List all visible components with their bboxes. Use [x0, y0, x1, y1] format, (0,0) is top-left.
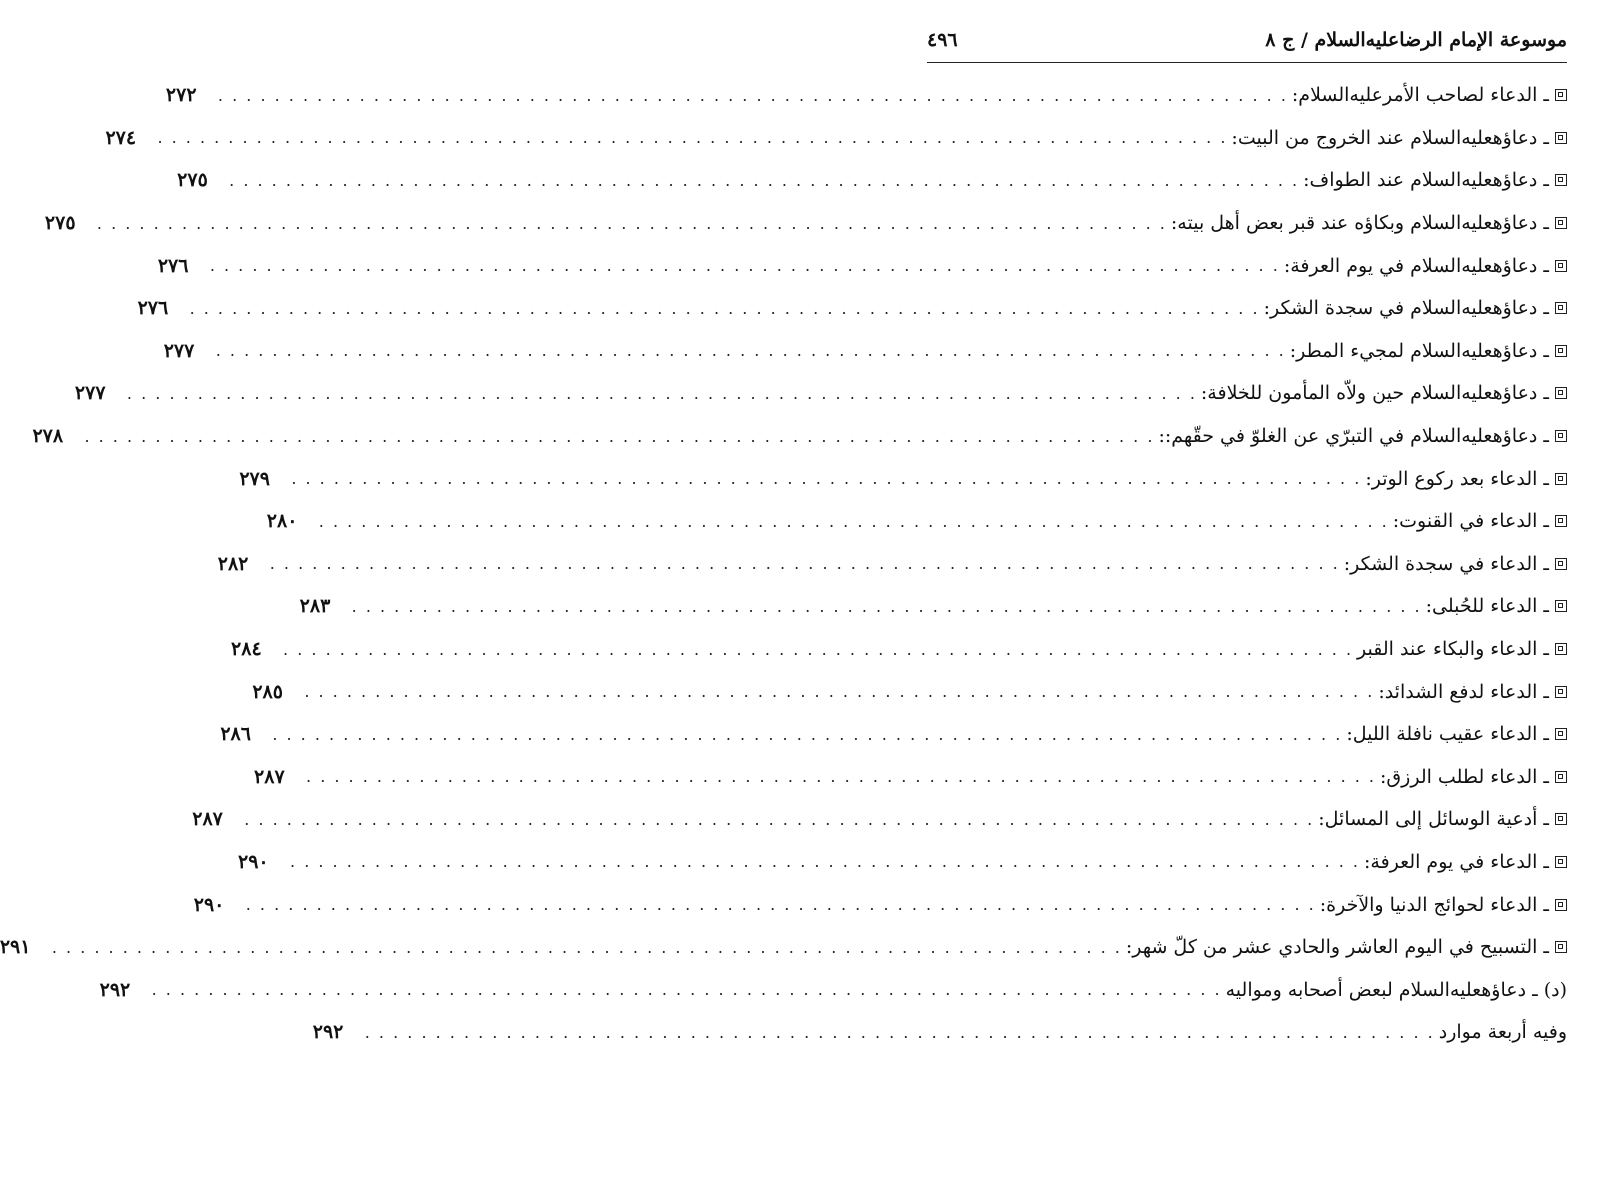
header-title: موسوعة الإمام الرضاعليه‌السلام / ج ٨ [1265, 29, 1567, 51]
toc-entry-page-number: ٢٨٧ [192, 808, 223, 831]
toc-entry-label: ـ دعاؤهعليه‌السلام عند الخروج من البيت: [1231, 126, 1549, 149]
toc-entry [163, 330, 1567, 373]
dot-leader: . . . . . . . . . . . . . . . . . . . . . . . . . . . . . . . . . . . . . . . . . . . . . . . . . . . . . . . . . . . . . . . . . . . . . . . . . . . . [272, 724, 1343, 744]
toc-entry-label: ـ الدعاء لطلب الرزق: [1380, 765, 1549, 788]
square-bullet-icon [1555, 686, 1567, 698]
toc-entry [217, 543, 1567, 586]
dot-leader: . . . . . . . . . . . . . . . . . . . . . . . . . . . . . . . . . . . . . . . . . . . . . . . . . . . . . . . . . . . . . . . . . . . . . . . . . . . . [306, 767, 1377, 787]
toc-entry-label: ـ دعاؤهعليه‌السلام في يوم العرفة: [1283, 254, 1549, 277]
toc-entry-page-number: ٢٨٠ [266, 510, 298, 533]
square-bullet-icon [1555, 89, 1567, 101]
dot-leader: . . . . . . . . . . . . . . . . . . . . . . . . . . . . . . . . . . . . . . . . . . . . . . . . . . . . . . . . . . . . . . . . . . . . . . . . . . . . [229, 170, 1300, 190]
toc-entry-label: وفيه أربعة موارد [1438, 1021, 1567, 1044]
square-bullet-icon [1555, 174, 1567, 186]
toc-entry-page-number: ٢٧٥ [177, 169, 208, 192]
toc-entry [312, 1011, 1567, 1054]
dot-leader: . . . . . . . . . . . . . . . . . . . . . . . . . . . . . . . . . . . . . . . . . . . . . . . . . . . . . . . . . . . . . . . . . . . . . . . . . . . . [283, 639, 1354, 659]
square-bullet-icon [1555, 345, 1567, 357]
toc-entry-page-number: ٢٧٢ [165, 84, 197, 107]
toc-entry-page-number: ٢٩١ [0, 936, 31, 959]
dot-leader: . . . . . . . . . . . . . . . . . . . . . . . . . . . . . . . . . . . . . . . . . . . . . . . . . . . . . . . . . . . . . . . . . . . . . . . . . . . . [304, 682, 1375, 702]
toc-entry [0, 926, 1567, 969]
square-bullet-icon [1555, 941, 1567, 953]
toc-entry [105, 117, 1567, 160]
toc-entry-page-number: ٢٧٤ [105, 126, 137, 149]
toc-entry [99, 968, 1567, 1011]
toc-entry-label: ـ الدعاء لدفع الشدائد: [1378, 680, 1549, 703]
toc-entry-page-number: ٢٨٥ [252, 680, 283, 703]
toc-entry [252, 670, 1567, 713]
toc-entry [238, 841, 1567, 884]
dot-leader: . . . . . . . . . . . . . . . . . . . . . . . . . . . . . . . . . . . . . . . . . . . . . . . . . . . . . . . . . . . . . . . . . . . . . . . . . . . . [290, 852, 1360, 872]
square-bullet-icon [1555, 813, 1567, 825]
square-bullet-icon [1555, 217, 1567, 229]
dot-leader: . . . . . . . . . . . . . . . . . . . . . . . . . . . . . . . . . . . . . . . . . . . . . . . . . . . . . . . . . . . . . . . . . . . . . . . . . . . . [351, 596, 1422, 616]
toc-entry-page-number: ٢٧٦ [157, 254, 189, 277]
dot-leader: . . . . . . . . . . . . . . . . . . . . . . . . . . . . . . . . . . . . . . . . . . . . . . . . . . . . . . . . . . . . . . . . . . . . . . . . . . . . [151, 980, 1222, 1000]
toc-entry-label: ـ الدعاء في سجدة الشكر: [1343, 552, 1549, 575]
toc-entry-label: ـ دعاؤهعليه‌السلام عند الطواف: [1303, 169, 1549, 192]
square-bullet-icon [1555, 387, 1567, 399]
dot-leader: . . . . . . . . . . . . . . . . . . . . . . . . . . . . . . . . . . . . . . . . . . . . . . . . . . . . . . . . . . . . . . . . . . . . . . . . . . . . [157, 128, 1228, 148]
toc-entry-page-number: ٢٧٥ [44, 212, 76, 235]
square-bullet-icon [1555, 302, 1567, 314]
dot-leader: . . . . . . . . . . . . . . . . . . . . . . . . . . . . . . . . . . . . . . . . . . . . . . . . . . . . . . . . . . . . . . . . . . . . . . . . . . . . [364, 1022, 1435, 1042]
toc-entry-page-number: ٢٨٤ [231, 638, 262, 661]
toc-entry-label: ـ أدعية الوسائل إلى المسائل: [1318, 808, 1549, 831]
toc-entry [44, 202, 1567, 245]
toc-entry [177, 159, 1567, 202]
toc-entry [299, 585, 1567, 628]
toc-entry [220, 713, 1567, 756]
toc-entry [192, 798, 1567, 841]
dot-leader: . . . . . . . . . . . . . . . . . . . . . . . . . . . . . . . . . . . . . . . . . . . . . . . . . . . . . . . . . . . . . . . . . . . . . . . . . . . . [96, 213, 1167, 233]
dot-leader: . . . . . . . . . . . . . . . . . . . . . . . . . . . . . . . . . . . . . . . . . . . . . . . . . . . . . . . . . . . . . . . . . . . . . . . . . . . . [291, 469, 1362, 489]
toc-entry-label: ـ الدعاء بعد ركوع الوتر: [1365, 467, 1549, 490]
toc-entry-label: ـ دعاؤهعليه‌السلام لمجيء المطر: [1289, 339, 1549, 362]
header-rule [927, 62, 1567, 63]
toc-entry-page-number: ٢٧٩ [239, 467, 270, 490]
toc-entry [239, 457, 1567, 500]
toc-entry [231, 628, 1567, 671]
toc-entry-label: ـ الدعاء لصاحب الأمرعليه‌السلام: [1291, 84, 1549, 107]
dot-leader: . . . . . . . . . . . . . . . . . . . . . . . . . . . . . . . . . . . . . . . . . . . . . . . . . . . . . . . . . . . . . . . . . . . . . . . . . . . . [244, 809, 1315, 829]
dot-leader: . . . . . . . . . . . . . . . . . . . . . . . . . . . . . . . . . . . . . . . . . . . . . . . . . . . . . . . . . . . . . . . . . . . . . . . . . . . . [51, 937, 1122, 957]
toc-entry-page-number: ٢٨٦ [220, 723, 251, 746]
toc-entry [266, 500, 1567, 543]
toc-entry [165, 74, 1567, 117]
toc-entry-label: ـ دعاؤهعليه‌السلام في التبرّي عن الغلوّ في حقّهم:: [1158, 425, 1549, 448]
toc-entry-page-number: ٢٧٨ [32, 425, 64, 448]
dot-leader: . . . . . . . . . . . . . . . . . . . . . . . . . . . . . . . . . . . . . . . . . . . . . . . . . . . . . . . . . . . . . . . . . . . . . . . . . . . . [269, 554, 1340, 574]
toc-entry [254, 756, 1567, 799]
toc-entry [137, 287, 1567, 330]
toc-entry-label: ـ الدعاء لحوائج الدنيا والآخرة: [1319, 893, 1549, 916]
toc-entry-label: ـ التسبيح في اليوم العاشر والحادي عشر من كلّ شهر: [1125, 936, 1549, 959]
toc-entry-label: ـ دعاؤهعليه‌السلام حين ولاّه المأمون للخلافة: [1200, 382, 1549, 405]
dot-leader: . . . . . . . . . . . . . . . . . . . . . . . . . . . . . . . . . . . . . . . . . . . . . . . . . . . . . . . . . . . . . . . . . . . . . . . . . . . . [217, 85, 1288, 105]
dot-leader: . . . . . . . . . . . . . . . . . . . . . . . . . . . . . . . . . . . . . . . . . . . . . . . . . . . . . . . . . . . . . . . . . . . . . . . . . . . . [245, 895, 1316, 915]
toc-entry-label: ـ الدعاء في يوم العرفة: [1364, 850, 1549, 873]
dot-leader: . . . . . . . . . . . . . . . . . . . . . . . . . . . . . . . . . . . . . . . . . . . . . . . . . . . . . . . . . . . . . . . . . . . . . . . . . . . . [189, 298, 1260, 318]
square-bullet-icon [1555, 260, 1567, 272]
toc-entry-page-number: ٢٨٢ [217, 552, 249, 575]
dot-leader: . . . . . . . . . . . . . . . . . . . . . . . . . . . . . . . . . . . . . . . . . . . . . . . . . . . . . . . . . . . . . . . . . . . . . . . . . . . . [84, 426, 1155, 446]
toc-entry-page-number: ٢٩٠ [193, 893, 225, 916]
toc-entry [74, 372, 1567, 415]
square-bullet-icon [1555, 899, 1567, 911]
dot-leader: . . . . . . . . . . . . . . . . . . . . . . . . . . . . . . . . . . . . . . . . . . . . . . . . . . . . . . . . . . . . . . . . . . . . . . . . . . . . [215, 341, 1286, 361]
square-bullet-icon [1555, 558, 1567, 570]
square-bullet-icon [1555, 856, 1567, 868]
square-bullet-icon [1555, 600, 1567, 612]
toc-entry-page-number: ٢٨٧ [254, 765, 285, 788]
square-bullet-icon [1555, 643, 1567, 655]
toc-entry-page-number: ٢٩٢ [99, 978, 131, 1001]
toc-entry-label: ـ دعاؤهعليه‌السلام في سجدة الشكر: [1263, 297, 1549, 320]
running-header [927, 22, 1567, 58]
page-number: ٤٩٦ [927, 29, 958, 51]
dot-leader: . . . . . . . . . . . . . . . . . . . . . . . . . . . . . . . . . . . . . . . . . . . . . . . . . . . . . . . . . . . . . . . . . . . . . . . . . . . . [126, 383, 1197, 403]
toc-entry-label: ـ دعاؤهعليه‌السلام وبكاؤه عند قبر بعض أهل بيته: [1170, 212, 1549, 235]
square-bullet-icon [1555, 473, 1567, 485]
dot-leader: . . . . . . . . . . . . . . . . . . . . . . . . . . . . . . . . . . . . . . . . . . . . . . . . . . . . . . . . . . . . . . . . . . . . . . . . . . . . [318, 511, 1389, 531]
table-of-contents [0, 74, 1567, 1054]
toc-entry-label: ـ الدعاء عقيب نافلة الليل: [1346, 723, 1549, 746]
toc-entry-page-number: ٢٩٢ [312, 1021, 344, 1044]
toc-entry [32, 415, 1567, 458]
toc-entry-label: ـ الدعاء للحُبلى: [1425, 595, 1549, 618]
square-bullet-icon [1555, 132, 1567, 144]
dot-leader: . . . . . . . . . . . . . . . . . . . . . . . . . . . . . . . . . . . . . . . . . . . . . . . . . . . . . . . . . . . . . . . . . . . . . . . . . . . . [209, 256, 1280, 276]
square-bullet-icon [1555, 771, 1567, 783]
toc-entry-page-number: ٢٧٦ [137, 297, 169, 320]
toc-entry-page-number: ٢٩٠ [238, 850, 269, 873]
toc-entry-label: ـ الدعاء في القنوت: [1392, 510, 1549, 533]
toc-entry-page-number: ٢٧٧ [163, 339, 195, 362]
square-bullet-icon [1555, 728, 1567, 740]
toc-entry-page-number: ٢٨٣ [299, 595, 331, 618]
toc-entry-label: ـ الدعاء والبكاء عند القبر [1357, 638, 1549, 661]
square-bullet-icon [1555, 515, 1567, 527]
toc-entry-label: (د) ـ دعاؤهعليه‌السلام لبعض أصحابه ومواليه [1225, 978, 1567, 1001]
toc-entry [157, 244, 1567, 287]
square-bullet-icon [1555, 430, 1567, 442]
toc-entry-page-number: ٢٧٧ [74, 382, 106, 405]
toc-entry [193, 883, 1567, 926]
